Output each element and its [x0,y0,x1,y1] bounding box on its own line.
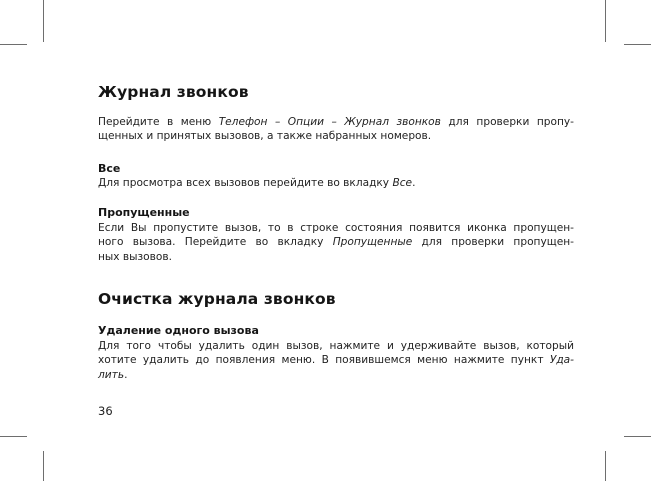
intro-line-1 [98,115,574,129]
all-text-line [98,176,574,190]
all-text-post: . [412,177,416,189]
crop-mark-right-bottom [624,436,651,437]
crop-mark-left-top [0,44,27,45]
delete-line-3 [98,368,574,382]
subheading-all: Все [98,162,121,175]
delete-menu-item-part2: лить [98,369,125,381]
delete-text-post: . [124,369,128,381]
delete-line-1: Для того чтобы удалить один вызов, нажмите и удерживайте вызов, который [98,340,574,352]
intro-line-2: щенных и принятых вызовов, а также набранных номеров. [98,130,432,142]
delete-text-pre: хотите удалить до появления меню. В появившемся меню нажмите пункт [98,354,550,366]
missed-line-2 [98,235,574,249]
intro-text-post: для проверки пропу- [440,116,575,128]
section-title-clear-log: Очистка журнала звонков [98,290,336,308]
crop-mark-bottom-left [43,451,44,481]
menu-path: Телефон – Опции – Журнал звонков [218,116,441,128]
crop-mark-left-bottom [0,436,27,437]
crop-mark-bottom-right [605,451,606,481]
intro-text-pre: Перейдите в меню [98,116,219,128]
page-number: 36 [98,404,113,418]
all-tab-name: Все [392,177,413,189]
delete-menu-item-part1: Уда- [549,354,574,366]
all-text-pre: Для просмотра всех вызовов перейдите во вкладку [98,177,393,189]
subheading-missed: Пропущенные [98,206,190,219]
missed-line-3: ных вызовов. [98,251,172,263]
subheading-delete-one: Удаление одного вызова [98,324,259,337]
section-title-call-log: Журнал звонков [98,83,249,101]
crop-mark-top-left [43,0,44,42]
crop-mark-right-top [624,44,651,45]
missed-text-post: для проверки пропущен- [412,236,575,248]
missed-line-1: Если Вы пропустите вызов, то в строке состояния появится иконка пропущен- [98,222,574,234]
crop-mark-top-right [605,0,606,42]
missed-text-pre: ного вызова. Перейдите во вкладку [98,236,333,248]
missed-tab-name: Пропущенные [332,236,413,248]
delete-line-2 [98,353,574,367]
